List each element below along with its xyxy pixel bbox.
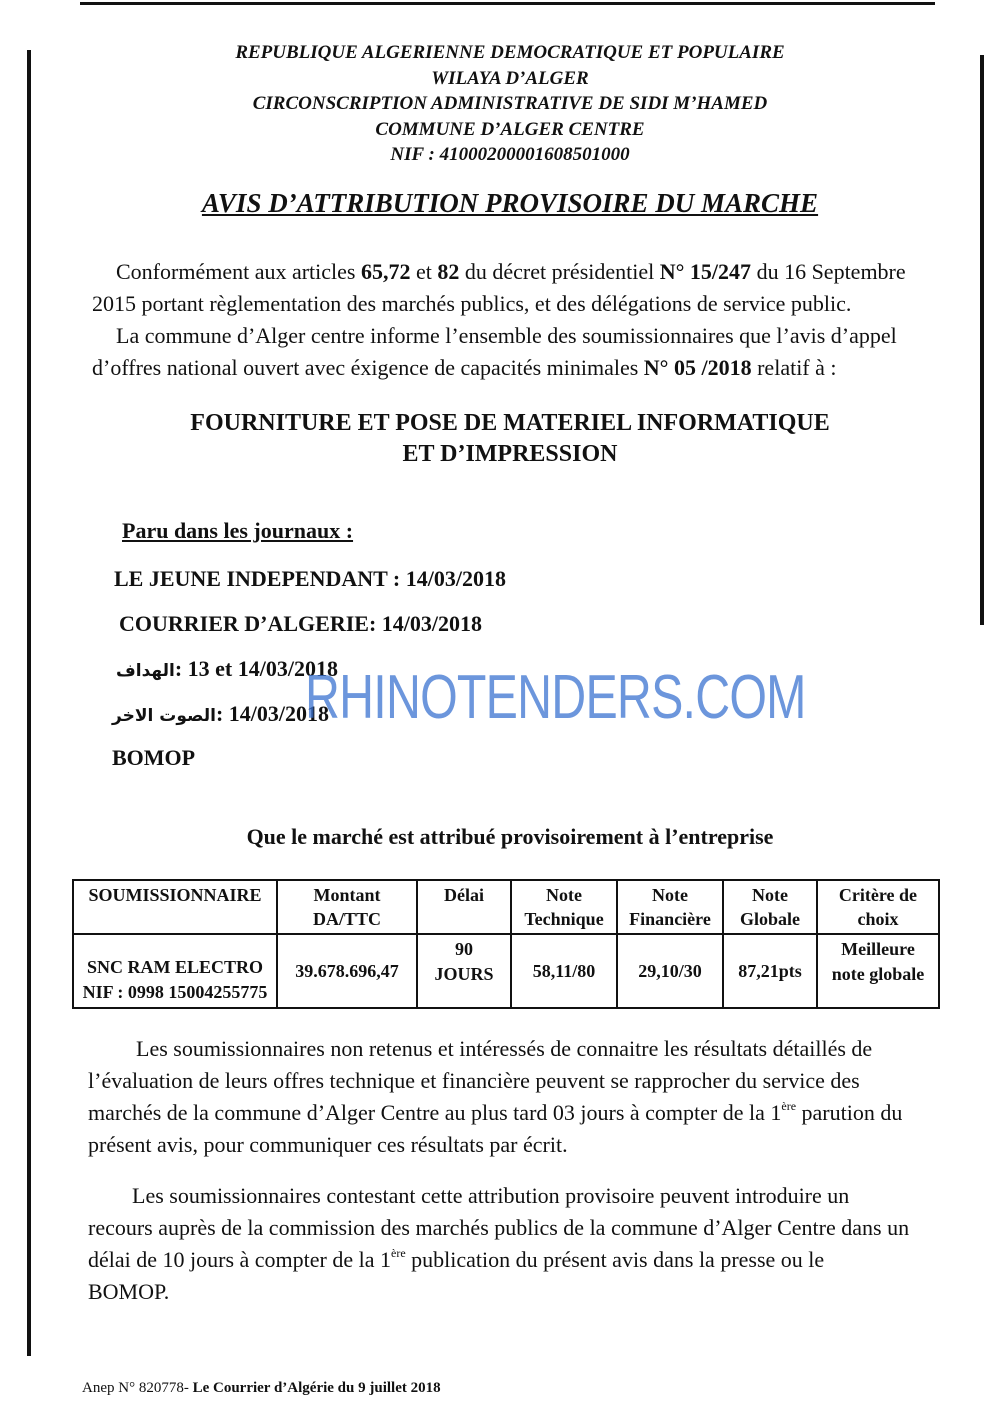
intro-line-3: La commune d’Alger centre informe l’ensemble des soumissionnaires que l’avis d’appel: [116, 323, 897, 348]
publication-source: Le Courrier d’Algérie du 9 juillet 2018: [192, 1380, 441, 1396]
intro-text: du décret présidentiel: [459, 259, 660, 284]
col-note-globale: Note Globale: [723, 880, 817, 934]
intro-line-1: [92, 256, 932, 288]
cell-critere: [817, 934, 939, 1008]
p3-text: parution du: [801, 1100, 903, 1125]
p3-line-1: Les soumissionnaires non retenus et intéressés de connaitre les résultats détaillés de: [136, 1036, 873, 1061]
p4-line-2: recours auprès de la commission des marchés publics de la commune d’Alger Centre dans un: [88, 1215, 910, 1240]
intro-line-2: 2015 portant règlementation des marchés publics, et des délégations de service public.: [92, 291, 852, 316]
header-wilaya: WILAYA D’ALGER: [431, 67, 589, 89]
intro-paragraph: [92, 256, 932, 384]
company-name: SNC RAM ELECTRO: [86, 957, 264, 977]
col-montant: Montant DA/TTC: [277, 880, 417, 934]
intro-text: relatif à :: [751, 355, 837, 380]
non-retained-paragraph: [88, 1033, 938, 1161]
cell-note-globale: 87,21pts: [723, 934, 817, 1008]
col-delai: Délai: [417, 880, 511, 934]
attribution-statement: Que le marché est attribué provisoirement à l’entreprise: [246, 824, 774, 849]
header-commune: COMMUNE D’ALGER CENTRE: [375, 118, 645, 140]
intro-text: d’offres national ouvert avec éxigence de capacités minimales: [92, 355, 644, 380]
p3-line-3: [88, 1097, 938, 1129]
appeal-paragraph: [88, 1180, 938, 1308]
p4-text: délai de 10 jours à compter de la 1: [88, 1247, 392, 1272]
results-table: [72, 879, 940, 1009]
cell-note-financiere: 29,10/30: [617, 934, 723, 1008]
p4-line-4: BOMOP.: [88, 1279, 170, 1304]
journals-heading: Paru dans les journaux :: [122, 518, 354, 543]
journal-jeune-independant: LE JEUNE INDEPENDANT : 14/03/2018: [114, 566, 506, 591]
table-row: [73, 934, 939, 1008]
col-soumissionnaire: SOUMISSIONNAIRE: [73, 880, 277, 934]
object-line-1: FOURNITURE ET POSE DE MATERIEL INFORMATIQUE: [190, 410, 830, 436]
p4-line-1: Les soumissionnaires contestant cette attribution provisoire peuvent introduire un: [132, 1183, 850, 1208]
intro-text: et: [410, 259, 438, 284]
journal-arabic-name: الصوت الاخر: [112, 706, 216, 726]
delai-unit: JOURS: [434, 964, 494, 984]
critere-line-1: Meilleure: [841, 939, 915, 959]
intro-text: du 16 Septembre: [751, 259, 906, 284]
p3-line-2: l’évaluation de leurs offres technique et financière peuvent se rapprocher du service des: [88, 1068, 860, 1093]
col-note-technique: Note Technique: [511, 880, 617, 934]
top-rule: [80, 2, 935, 5]
p3-text: marchés de la commune d’Alger Centre au plus tard 03 jours à compter de la 1: [88, 1100, 782, 1125]
col-note-financiere: Note Financière: [617, 880, 723, 934]
right-border-bar: [980, 55, 984, 625]
journal-arabic-name: الهداف: [116, 661, 175, 681]
table-header-row: [73, 880, 939, 934]
p4-text: publication du présent avis dans la presse ou le: [405, 1247, 825, 1272]
cell-note-technique: 58,11/80: [511, 934, 617, 1008]
object-line-2: ET D’IMPRESSION: [402, 441, 618, 467]
cell-delai: [417, 934, 511, 1008]
intro-articles: 65,72: [360, 259, 411, 284]
company-nif: NIF : 0998 15004255775: [82, 982, 268, 1002]
tender-object: [150, 408, 870, 470]
journal-date: : 13 et 14/03/2018: [174, 656, 338, 681]
journal-sawt-al-akhar: [112, 701, 329, 727]
p3-line-4: présent avis, pour communiquer ces résultats par écrit.: [88, 1132, 568, 1157]
intro-line-4: [92, 352, 932, 384]
anep-number: Anep N° 820778-: [82, 1380, 193, 1396]
p4-line-3: [88, 1244, 938, 1276]
delai-value: 90: [455, 939, 473, 959]
cell-montant: 39.678.696,47: [277, 934, 417, 1008]
left-border-bar: [27, 50, 31, 1356]
superscript: ère: [781, 1099, 797, 1113]
decree-number: N° 15/247: [659, 259, 752, 284]
intro-text: Conformément aux articles: [116, 259, 361, 284]
superscript: ère: [391, 1246, 406, 1260]
header-republic: REPUBLIQUE ALGERIENNE DEMOCRATIQUE ET POPULAIRE: [235, 42, 785, 63]
journal-bomop: BOMOP: [112, 745, 196, 770]
intro-article-82: 82: [437, 259, 460, 284]
tender-number: N° 05 /2018: [643, 355, 752, 380]
journal-courrier-algerie: COURRIER D’ALGERIE: 14/03/2018: [119, 611, 483, 636]
publication-footer: [82, 1380, 441, 1397]
document-header: [160, 40, 860, 168]
critere-line-2: note globale: [831, 964, 925, 984]
header-circonscription: CIRCONSCRIPTION ADMINISTRATIVE DE SIDI M’HAMED: [252, 93, 768, 114]
col-critere: Critère de choix: [817, 880, 939, 934]
watermark: RHINOTENDERS.COM: [305, 663, 806, 732]
journal-date: : 14/03/2018: [215, 701, 329, 726]
header-nif: NIF : 41000200001608501000: [390, 144, 630, 165]
cell-soumissionnaire: [73, 934, 277, 1008]
document-title: AVIS D’ATTRIBUTION PROVISOIRE DU MARCHE: [201, 188, 819, 218]
